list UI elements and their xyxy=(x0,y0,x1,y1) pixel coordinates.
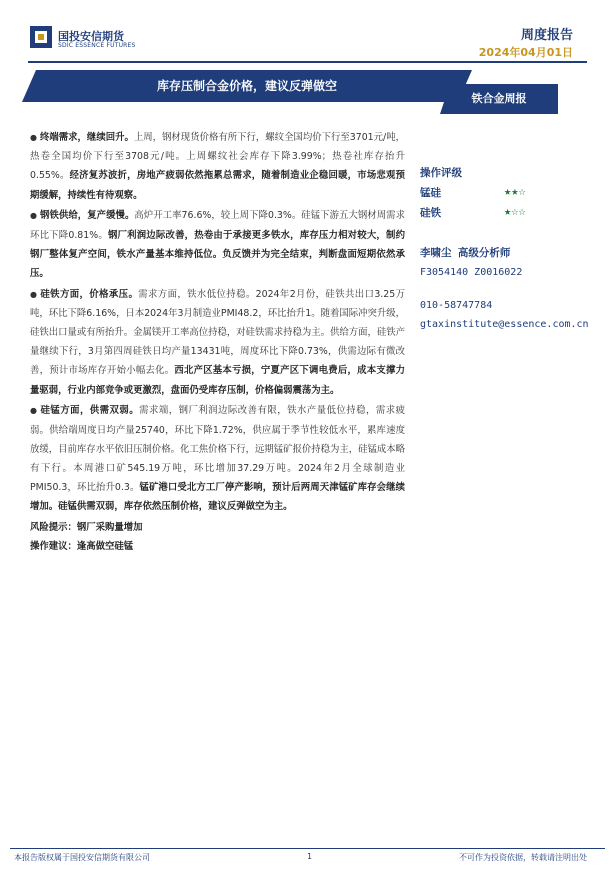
header-divider xyxy=(28,61,587,63)
section-conclusion: 经济复苏波折，房地产疲弱依然拖累总需求，随着制造业企稳回暖，市场悲观预期缓解，持续性有待观察。 xyxy=(30,170,405,201)
bullet-icon: ● xyxy=(30,406,38,416)
report-title: 库存压制合金价格，建议反弹做空 xyxy=(156,79,337,93)
star-rating-icon: ★★☆ xyxy=(504,184,526,198)
advice-label: 操作建议： xyxy=(30,541,77,553)
sidebar xyxy=(420,165,600,330)
logo-name-en: SDIC ESSENCE FUTURES xyxy=(58,42,136,49)
category-tag xyxy=(440,84,558,114)
report-date: 2024年04月01日 xyxy=(478,46,573,59)
rating-row-silicomanganese xyxy=(420,185,600,205)
company-logo xyxy=(30,26,150,52)
section-text: 上周，钢材现货价格有所下行，螺纹全国均价下行至3701元/吨，热卷全国均价下行至3708元/吨。上周螺纹社会库存下降3.99%；热卷社库存抬升0.55%。 xyxy=(30,132,405,182)
category-label: 铁合金周报 xyxy=(471,92,527,105)
analyst-name: 李啸尘 高级分析师 xyxy=(420,247,511,259)
section-conclusion: 钢厂利润边际改善，热卷由于承接更多铁水，库存压力相对较大，制约钢厂整体复产空间，铁水产量基本维持低位。负反馈并为完全结束，判断盘面短期依然承压。 xyxy=(30,229,405,279)
advice-value: 逢高做空硅锰 xyxy=(76,541,134,553)
section-silicomanganese xyxy=(30,401,405,516)
star-rating-icon: ★☆☆ xyxy=(504,204,526,218)
copyright-notice: 本报告版权属于国投安信期货有限公司 xyxy=(14,853,150,862)
rating-title: 操作评级 xyxy=(420,167,462,179)
section-ferrosilicon xyxy=(30,285,405,400)
operation-advice xyxy=(30,537,405,556)
bullet-icon: ● xyxy=(30,289,38,299)
bullet-icon: ● xyxy=(30,133,37,142)
title-banner xyxy=(22,70,472,102)
section-text: 需求方面，铁水低位持稳。2024年2月份，硅铁共出口3.25万吨，环比下降6.16%，日本2024年3月制造业PMI48.2，环比抬升1。随着国际冲突升级，硅铁出口量或有所抬升。金属镁开工率高位持稳，对硅铁需求持稳为主。供给方面，硅铁产量继续下行，3月第四周硅铁日均产量13431吨，周度环比下降0.73%，供需边际有微改善，预计市场库存开始小幅去化。 xyxy=(30,288,406,377)
section-conclusion: 西北产区基本亏损，宁夏产区下调电费后，成本支撑力量驱弱，行业内部竞争或更激烈，盘面仍受库存压制，价格偏弱震荡为主。 xyxy=(30,365,405,396)
section-demand xyxy=(30,128,405,205)
page-number: 1 xyxy=(307,852,313,861)
section-lead: 终端需求，继续回升。 xyxy=(40,132,134,143)
footer-divider xyxy=(10,848,605,849)
section-supply xyxy=(30,206,405,283)
report-body xyxy=(30,128,405,556)
section-conclusion: 锰矿港口受北方工厂停产影响，预计后两周天津锰矿库存会继续增加。硅锰供需双弱，库存依然压制价格，建议反弹做空为主。 xyxy=(30,482,405,513)
section-lead: 钢铁供给，复产缓慢。 xyxy=(40,210,135,222)
rating-name: 硅铁 xyxy=(420,207,441,219)
risk-warning xyxy=(30,518,405,537)
contact-email: gtaxinstitute@essence.com.cn xyxy=(420,319,589,330)
bullet-icon: ● xyxy=(30,211,38,221)
section-lead: 硅铁方面，价格承压。 xyxy=(40,288,139,300)
risk-value: 钢厂采购量增加 xyxy=(76,522,143,534)
analyst-certificates: F3054140 Z0016022 xyxy=(420,267,523,278)
section-lead: 硅锰方面，供需双弱。 xyxy=(40,405,140,417)
logo-mark-icon xyxy=(30,26,52,48)
rating-name: 锰硅 xyxy=(420,187,441,199)
logo-name-cn: 国投安信期货 xyxy=(58,30,124,43)
section-text: 需求端，钢厂利润边际改善有限，铁水产量低位持稳，需求疲弱。供给端周度日均产量25740，环比下降1.72%，供应属于季节性较低水平，累库速度放缓，目前库存水平依旧压制价格。化工焦价格下行，远期锰矿报价持稳为主，硅锰成本略有下行。本周港口矿545.19万吨，环比增加37.29万吨。2024年2月全球制造业PMI50.3，环比抬升0.3。 xyxy=(30,405,406,494)
disclaimer: 不可作为投资依据，转载请注明出处 xyxy=(459,853,587,862)
report-type: 周度报告 xyxy=(520,28,573,43)
rating-row-ferrosilicon xyxy=(420,205,600,225)
risk-label: 风险提示： xyxy=(30,522,77,534)
contact-phone: 010-58747784 xyxy=(420,300,493,311)
section-text: 高炉开工率76.6%，较上周下降0.3%。硅锰下游五大钢材周需求环比下降0.81%。 xyxy=(30,210,405,241)
